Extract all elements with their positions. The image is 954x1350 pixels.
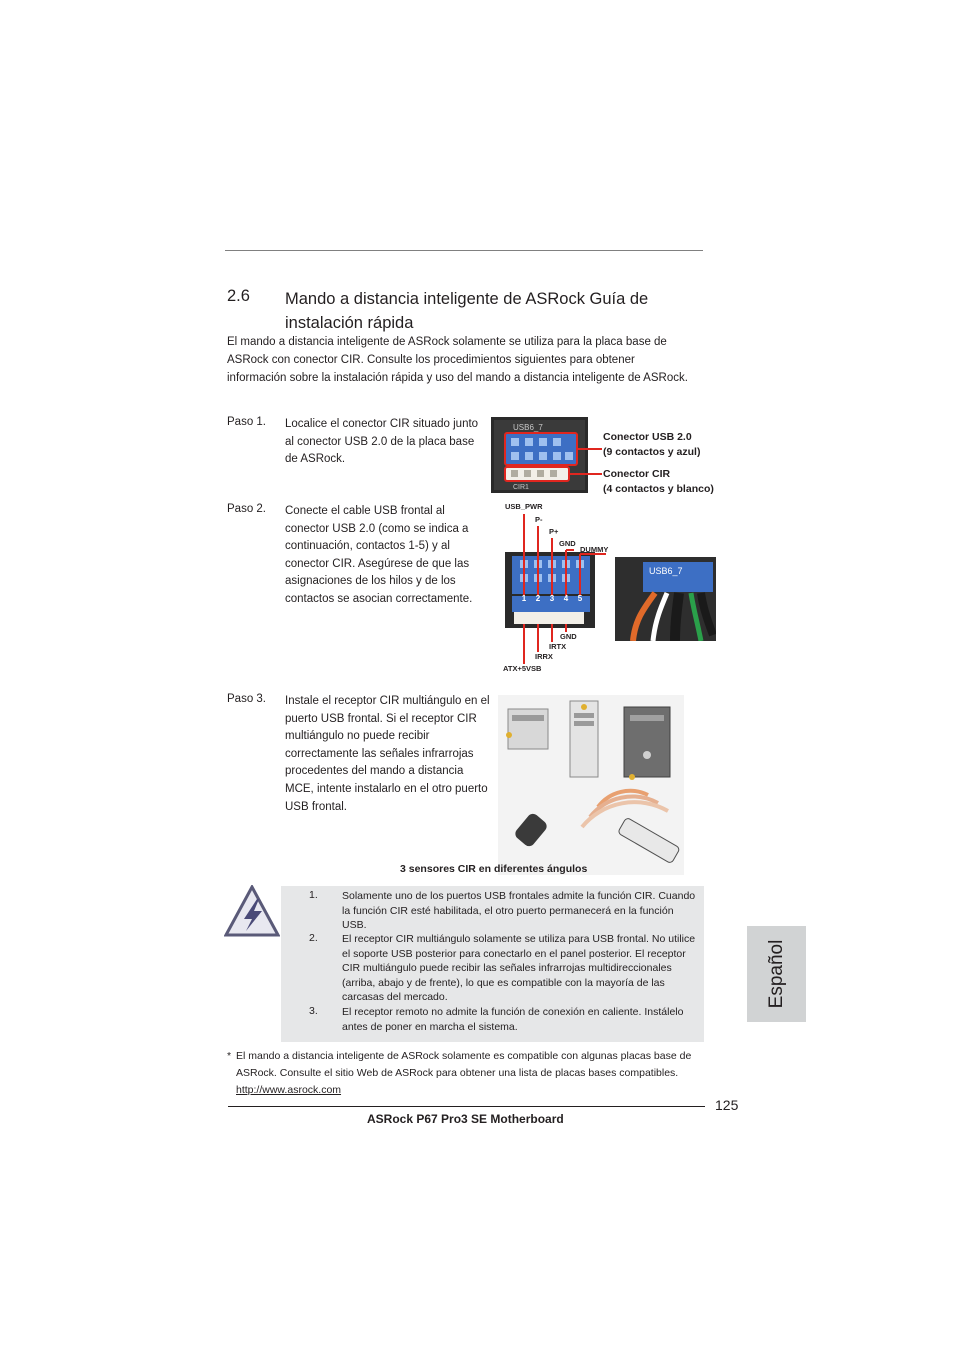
bottom-rule	[228, 1106, 705, 1107]
product-footer: ASRock P67 Pro3 SE Motherboard	[367, 1112, 564, 1126]
pin-label-p-plus: P+	[549, 527, 559, 536]
case-front-low-icon	[506, 709, 548, 749]
pin-label-usb-pwr: USB_PWR	[505, 502, 543, 511]
pin-label-gnd-bottom: GND	[560, 632, 577, 641]
pin-label-irrx: IRRX	[535, 652, 553, 661]
pin-number-4: 4	[563, 594, 569, 603]
pin-label-atx-5vsb: ATX+5VSB	[503, 664, 542, 673]
case-tower-icon	[624, 707, 670, 780]
pin-number-1: 1	[521, 594, 527, 603]
pin-label-dummy: DUMMY	[580, 545, 609, 554]
pin-number-3: 3	[549, 594, 555, 603]
pin-label-p-minus: P-	[535, 515, 543, 524]
connector-photo	[491, 417, 588, 493]
cable-photo-header-label: USB6_7	[649, 566, 683, 576]
note-1-number: 1.	[309, 889, 318, 901]
note-2-text: El receptor CIR multiángulo solamente se utiliza para USB frontal. No utilice el soporte USB posterior para conectarlo en el panel posterior. El receptor CIR multiángulo puede recibir las señales infrarrojas multidireccionales (arriba, abajo y de frente), lo que es compatible con la mayoría de las carcasas del mercado.	[342, 933, 696, 1004]
note-3-number: 3.	[309, 1005, 318, 1017]
figure-3-caption: 3 sensores CIR en diferentes ángulos	[400, 863, 588, 875]
pin-label-gnd-top: GND	[559, 539, 576, 548]
step-2-label: Paso 2.	[227, 503, 266, 515]
cir-sensors-figure	[498, 695, 684, 875]
section-number: 2.6	[227, 287, 250, 305]
footnote-text: El mando a distancia inteligente de ASRock solamente es compatible con algunas placas base de ASRock. Consulte el sitio Web de ASRock para obtener una lista de placas bases compatibles.	[236, 1050, 692, 1079]
warning-icon	[224, 885, 280, 937]
footnote	[227, 1048, 707, 1098]
note-2-number: 2.	[309, 932, 318, 944]
motherboard-connector-image	[491, 417, 588, 493]
header-silk-top: USB6_7	[513, 423, 543, 432]
pin-label-irtx: IRTX	[549, 642, 567, 651]
step-3-text: Instale el receptor CIR multiángulo en el puerto USB frontal. Si el receptor CIR multiángulo no puede recibir correctamente las señales infrarrojas procedentes del mando a distancia MCE, intente instalarlo en el otro puerto USB frontal.	[285, 695, 490, 813]
cir-connector-label: Conector CIR (4 contactos y blanco)	[603, 468, 714, 495]
footnote-star: *	[227, 1050, 232, 1062]
step-1-label: Paso 1.	[227, 416, 266, 428]
step-1-text: Localice el conector CIR situado junto al conector USB 2.0 de la placa base de ASRock.	[285, 418, 479, 466]
note-1-text: Solamente uno de los puertos USB frontales admite la función CIR. Cuando la función CIR esté habilitada, el otro puerto permanecerá en la función USB.	[342, 890, 696, 932]
pin-number-5: 5	[577, 594, 583, 603]
pin-number-2: 2	[535, 594, 541, 603]
note-3-text: El receptor remoto no admite la función de conexión en caliente. Instálelo antes de poner en marcha el sistema.	[342, 1006, 684, 1033]
header-silk-bottom: CIR1	[513, 484, 529, 491]
page-number: 125	[715, 1097, 739, 1113]
language-side-tab	[747, 926, 806, 1022]
step-3-label: Paso 3.	[227, 693, 266, 705]
intro-paragraph: El mando a distancia inteligente de ASRock solamente se utiliza para la placa base de ASRock con conector CIR. Consulte los procedimientos siguientes para obtener información sobre la instalación rápida y uso del mando a distancia inteligente de ASRock.	[227, 336, 688, 384]
case-front-top-icon	[570, 701, 598, 777]
section-title-line1: Mando a distancia inteligente de ASRock Guía de	[285, 290, 649, 308]
pointer-lines	[588, 440, 604, 480]
cable-photo	[615, 557, 716, 641]
asrock-website-link[interactable]: http://www.asrock.com	[236, 1083, 342, 1096]
notes-box	[281, 886, 704, 1042]
step-2-text: Conecte el cable USB frontal al conector USB 2.0 (como se indica a continuación, contactos 1-5) y al conector CIR. Asegúrese de que las asignaciones de los hilos y de los contactos se asocian correctamente.	[285, 505, 473, 605]
language-tab-label: Español	[765, 939, 787, 1009]
section-title	[285, 287, 705, 335]
usb-connector-label: Conector USB 2.0 (9 contactos y azul)	[603, 431, 701, 458]
top-rule	[225, 250, 703, 251]
section-title-line2: instalación rápida	[285, 314, 414, 332]
